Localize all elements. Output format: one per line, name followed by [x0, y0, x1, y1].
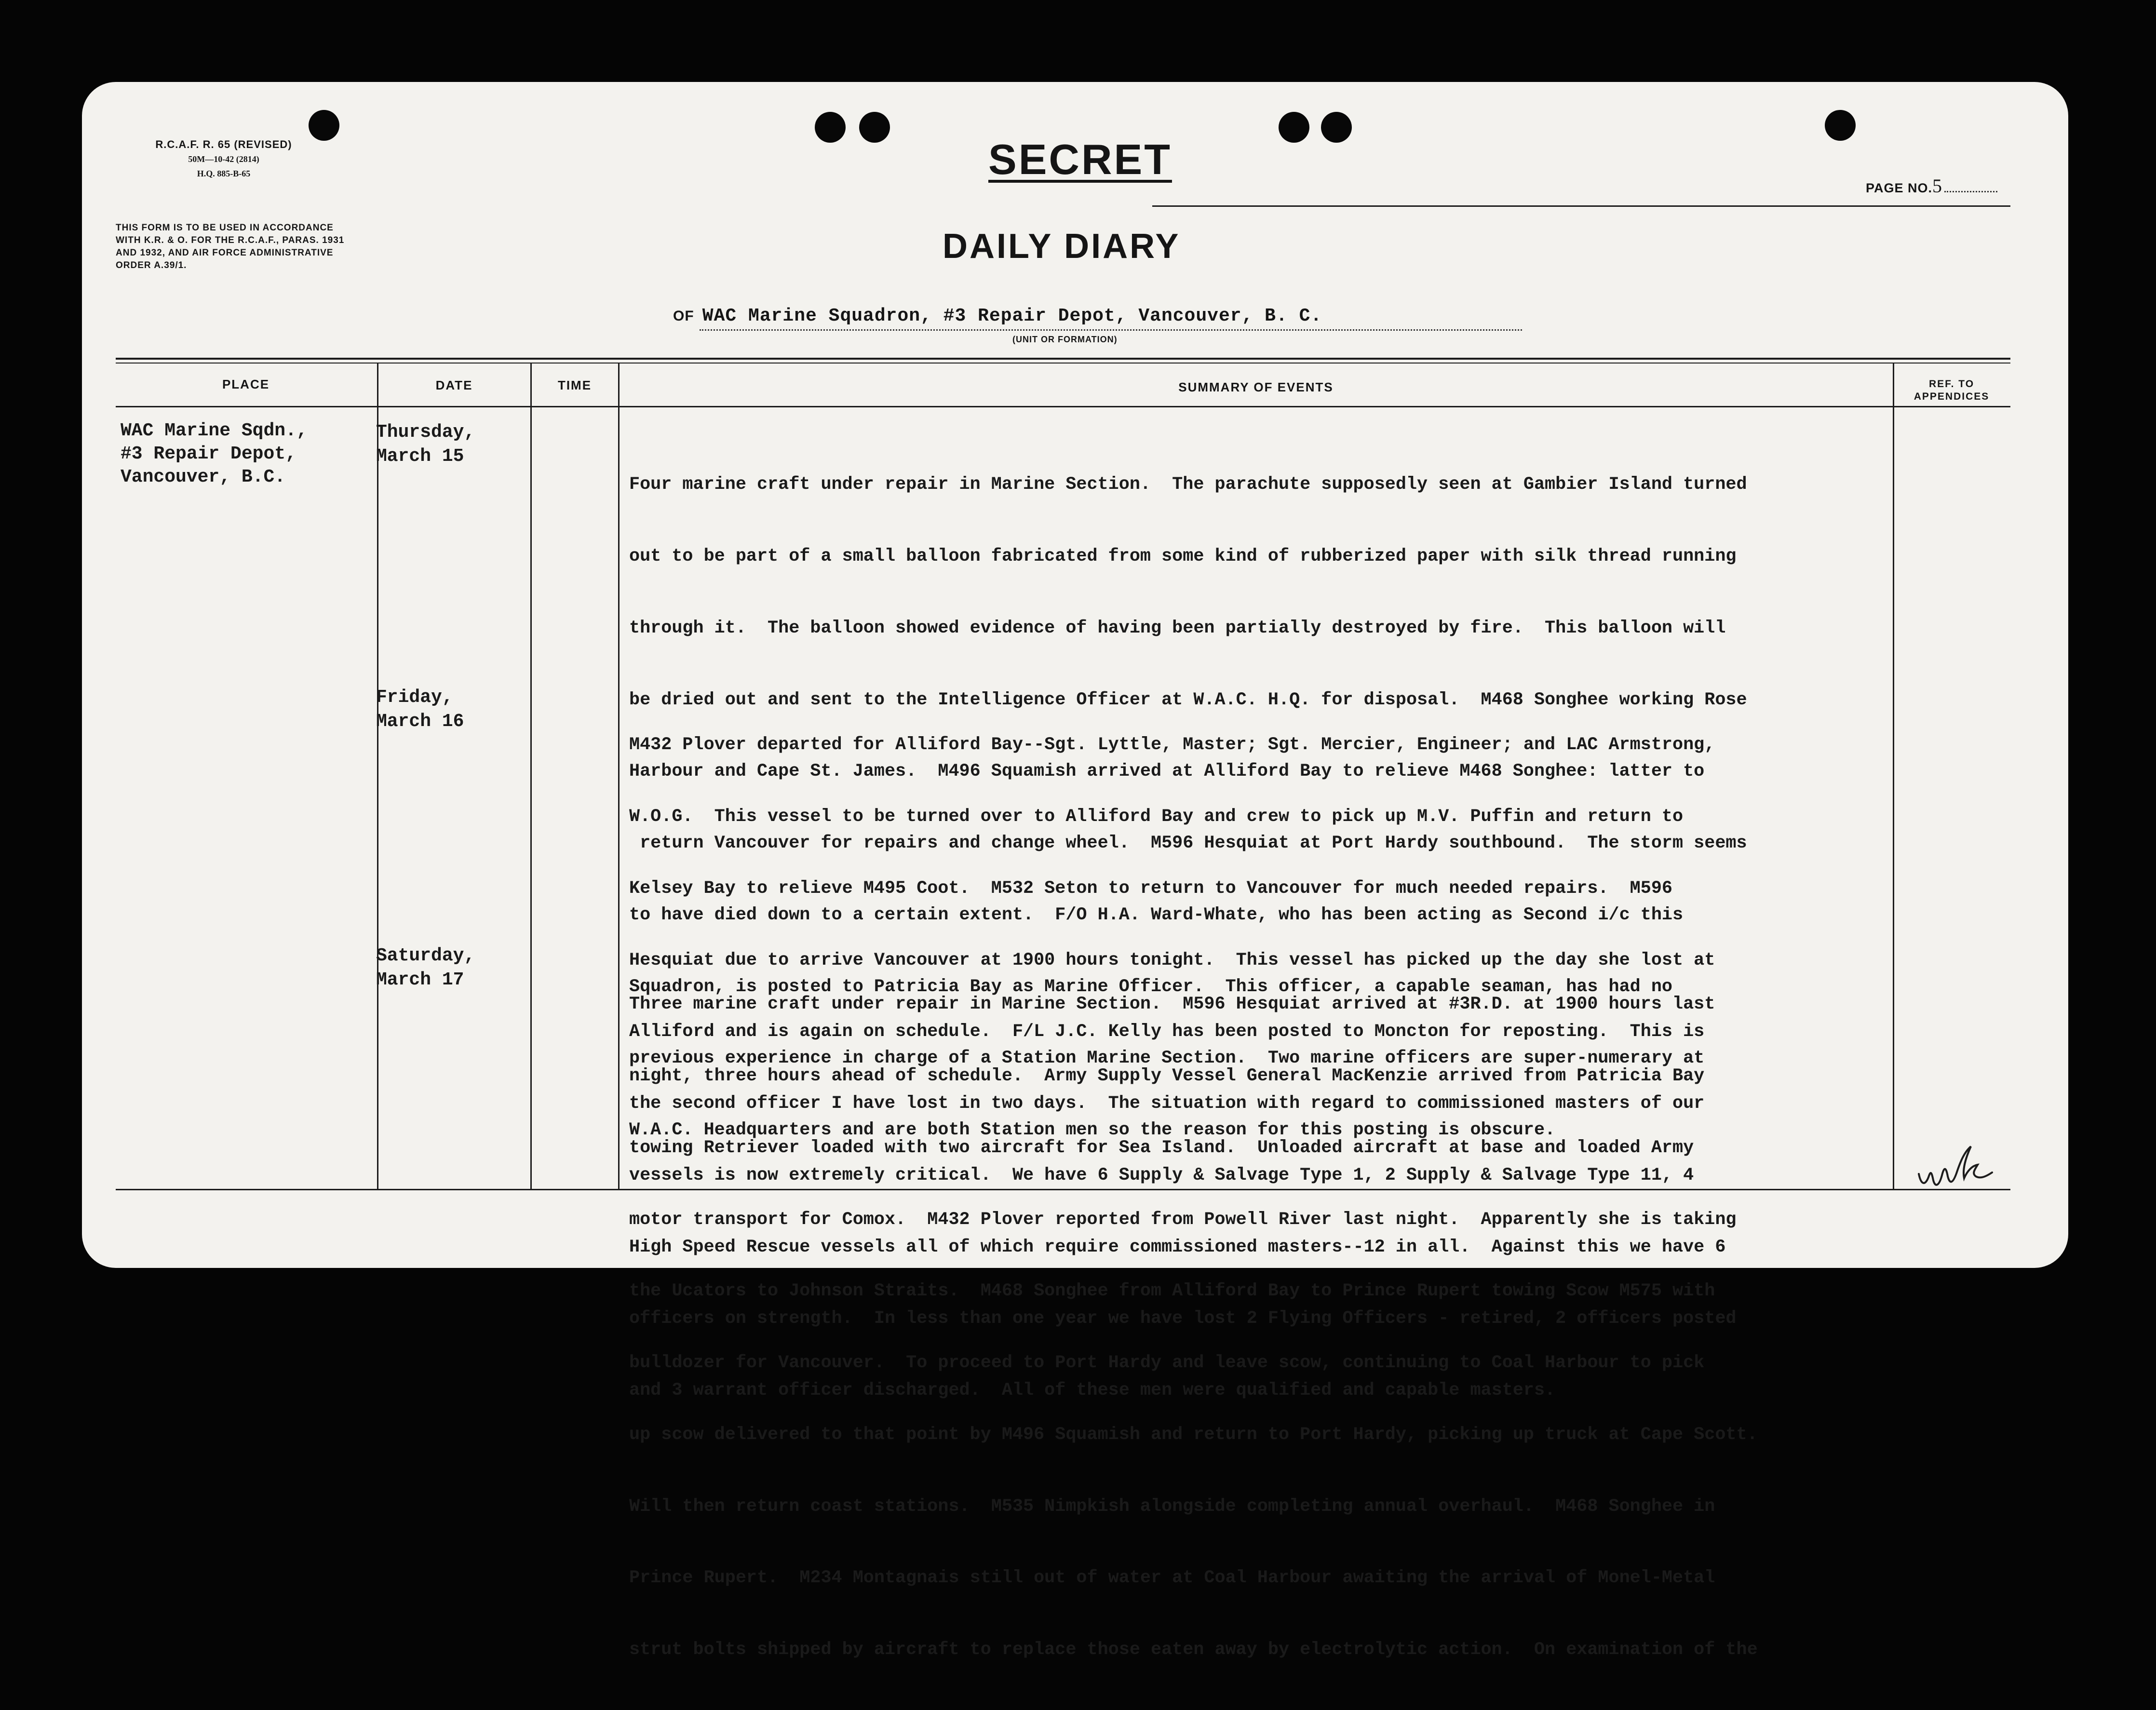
- place-line: Vancouver, B.C.: [121, 467, 286, 487]
- summary-line: Three marine craft under repair in Marine Section. M596 Hesquiat arrived at #3R.D. at 1900 hours last: [629, 994, 1715, 1015]
- summary-line: through it. The balloon showed evidence of having been partially destroyed by fire. This balloon will: [629, 618, 1726, 638]
- summary-line: the second officer I have lost in two days. The situation with regard to commissioned masters of our: [629, 1093, 1705, 1114]
- summary-line: towing Retriever loaded with two aircraft for Sea Island. Unloaded aircraft at base and loaded Army: [629, 1137, 1694, 1158]
- summary-line: Alliford and is again on schedule. F/L J.C. Kelly has been posted to Moncton for reposting. This is: [629, 1022, 1705, 1042]
- table-top-rule-inner: [116, 363, 2010, 364]
- summary-line: previous experience in charge of a Station Marine Section. Two marine officers are super-numerary at: [629, 1048, 1705, 1069]
- summary-line: High Speed Rescue vessels all of which require commissioned masters--12 in all. Against this we have 6: [629, 1237, 1726, 1257]
- unit-name: WAC Marine Squadron, #3 Repair Depot, Vancouver, B. C.: [700, 306, 1522, 331]
- column-header-place: PLACE: [222, 377, 270, 391]
- punch-hole: [1279, 112, 1309, 143]
- form-id-line: R.C.A.F. R. 65 (REVISED): [155, 138, 292, 150]
- punch-hole: [859, 112, 890, 143]
- summary-line: and 3 warrant officer discharged. All of these men were qualified and capable masters.: [629, 1380, 1556, 1401]
- summary-entry: [629, 945, 1969, 1710]
- entry-date-text: March 17: [376, 969, 464, 990]
- summary-line: Will then return coast stations. M535 Nimpkish alongside completing annual overhaul. M468 Songhee in: [629, 1496, 1715, 1517]
- entry-day: Thursday,: [376, 422, 475, 443]
- form-identifier: [122, 137, 325, 181]
- summary-line: out to be part of a small balloon fabricated from some kind of rubberized paper with silk thread running: [629, 546, 1737, 566]
- punch-hole: [1321, 112, 1352, 143]
- column-header-rule: [116, 406, 2010, 407]
- summary-line: officers on strength. In less than one year we have lost 2 Flying Officers - retired, 2 officers posted: [629, 1308, 1737, 1329]
- table-top-rule: [116, 358, 2010, 360]
- header-rule: [1152, 205, 2010, 207]
- unit-caption: (UNIT OR FORMATION): [1012, 335, 1118, 344]
- summary-line: strut bolts shipped by aircraft to replace those eaten away by electrolytic action. On examination of the: [629, 1640, 1758, 1660]
- summary-line: Squadron, is posted to Patricia Bay as Marine Officer. This officer, a capable seaman, has had no: [629, 976, 1673, 997]
- classification-heading: SECRET: [988, 135, 1172, 183]
- form-usage-note: THIS FORM IS TO BE USED IN ACCORDANCE WITH K.R. & O. FOR THE R.C.A.F., PARAS. 1931 AND 1932, AND AIR FORCE ADMINISTRATIVE ORDER A.39/1.: [116, 223, 345, 270]
- column-divider: [377, 364, 378, 1189]
- form-id-line: 50M—10-42 (2814): [188, 154, 259, 164]
- punch-hole: [815, 112, 846, 143]
- entry-date: [376, 944, 501, 992]
- punch-hole: [309, 110, 339, 141]
- summary-line: Harbour and Cape St. James. M496 Squamish arrived at Alliford Bay to relieve M468 Songhee: latter to: [629, 761, 1705, 782]
- summary-line: W.A.C. Headquarters and are both Station men so the reason for this posting is obscure.: [629, 1120, 1556, 1141]
- summary-line: motor transport for Comox. M432 Plover reported from Powell River last night. Apparently she is taking: [629, 1209, 1737, 1230]
- entry-date-text: March 15: [376, 446, 464, 467]
- summary-line: W.O.G. This vessel to be turned over to Alliford Bay and crew to pick up M.V. Puffin and return to: [629, 806, 1684, 827]
- place-line: WAC Marine Sqdn.,: [121, 420, 308, 441]
- page-label: PAGE NO.: [1866, 181, 1933, 195]
- summary-line: vessels is now extremely critical. We have 6 Supply & Salvage Type 1, 2 Supply & Salvage Type 11, 4: [629, 1165, 1694, 1185]
- entry-date: [376, 420, 501, 469]
- page-number-value: 5: [1932, 175, 1943, 197]
- column-header-time: TIME: [557, 378, 592, 392]
- summary-line: Kelsey Bay to relieve M495 Coot. M532 Seton to return to Vancouver for much needed repairs. M596: [629, 878, 1673, 899]
- summary-line: bulldozer for Vancouver. To proceed to Port Hardy and leave scow, continuing to Coal Harbour to pick: [629, 1353, 1705, 1373]
- entry-day: Saturday,: [376, 945, 475, 966]
- column-divider: [618, 364, 620, 1189]
- diary-page: [82, 82, 2068, 1660]
- punch-hole: [1825, 110, 1856, 141]
- form-id-line: H.Q. 885-B-65: [197, 169, 251, 178]
- column-header-appendices: REF. TO APPENDICES: [1913, 378, 1990, 402]
- entry-date-text: March 16: [376, 711, 464, 732]
- summary-line: to have died down to a certain extent. F/O H.A. Ward-Whate, who has been acting as Second i/c this: [629, 904, 1684, 925]
- column-header-date: DATE: [435, 378, 473, 392]
- column-header-summary: SUMMARY OF EVENTS: [1178, 380, 1334, 394]
- summary-line: the Ucators to Johnson Straits. M468 Songhee from Alliford Bay to Prince Rupert towing Scow M575 with: [629, 1281, 1715, 1302]
- summary-line: up scow delivered to that point by M496 Squamish and return to Port Hardy, picking up truck at Cape Scott.: [629, 1424, 1758, 1445]
- place-line: #3 Repair Depot,: [121, 444, 296, 464]
- place-entry: [121, 419, 342, 489]
- page-number: [1866, 175, 1997, 197]
- summary-line: Four marine craft under repair in Marine Section. The parachute supposedly seen at Gambier Island turned: [629, 474, 1747, 495]
- summary-line: M432 Plover departed for Alliford Bay--Sgt. Lyttle, Master; Sgt. Mercier, Engineer; and LAC Armstrong,: [629, 735, 1715, 755]
- summary-line: return Vancouver for repairs and change wheel. M596 Hesquiat at Port Hardy southbound. The storm seems: [629, 833, 1747, 854]
- summary-line: night, three hours ahead of schedule. Army Supply Vessel General MacKenzie arrived from Patricia Bay: [629, 1065, 1705, 1086]
- entry-date: [376, 686, 501, 734]
- unit-line: [673, 304, 1522, 331]
- page-title: DAILY DIARY: [943, 227, 1181, 266]
- of-label: OF: [673, 308, 694, 324]
- column-divider: [530, 364, 532, 1189]
- summary-line: Prince Rupert. M234 Montagnais still out of water at Coal Harbour awaiting the arrival of Monel-Metal: [629, 1568, 1715, 1589]
- handwritten-initials: [1914, 1138, 1996, 1196]
- entry-day: Friday,: [376, 687, 453, 708]
- summary-line: Hesquiat due to arrive Vancouver at 1900 hours tonight. This vessel has picked up the day she lost at: [629, 950, 1715, 970]
- summary-line: be dried out and sent to the Intelligence Officer at W.A.C. H.Q. for disposal. M468 Songhee working Rose: [629, 689, 1747, 710]
